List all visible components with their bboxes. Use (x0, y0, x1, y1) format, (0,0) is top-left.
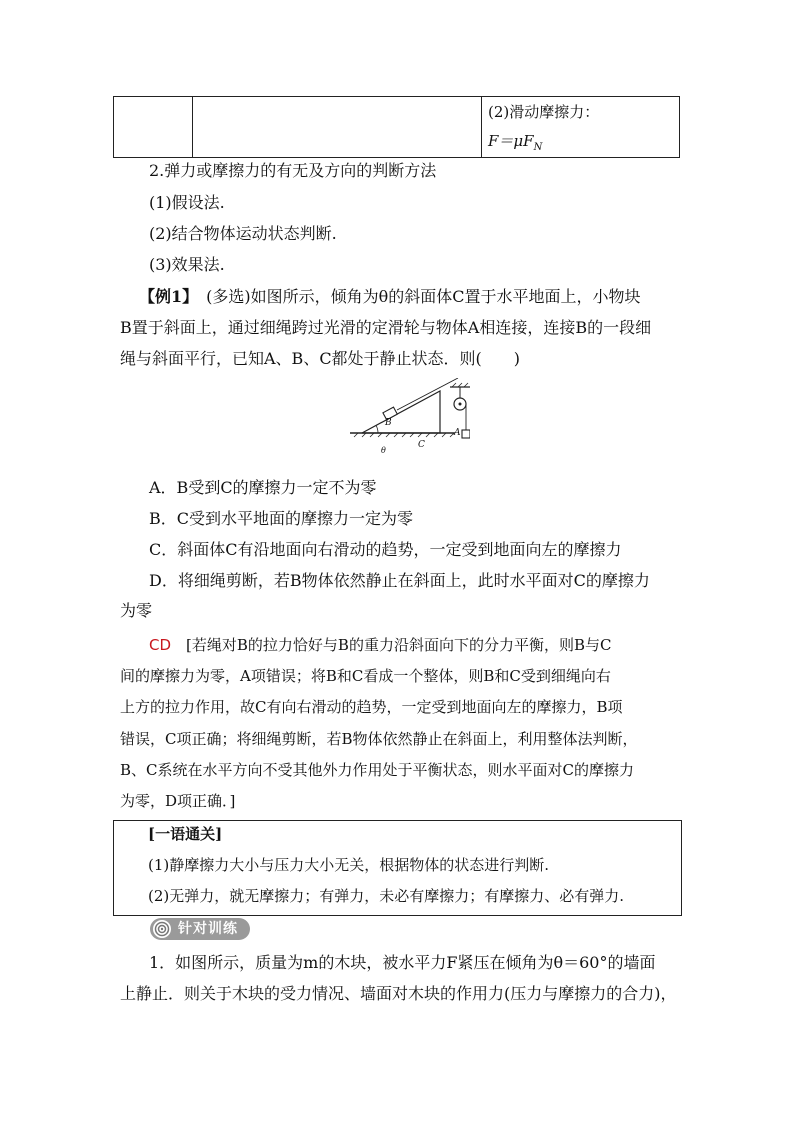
property-table (113, 96, 680, 158)
section-heading: 2.弹力或摩擦力的有无及方向的判断方法 (149, 161, 437, 180)
answer-line: 上方的拉力作用，故C有向右滑动的趋势，一定受到地面向左的摩擦力，B项 (120, 698, 623, 716)
target-icon (152, 919, 172, 939)
answer-line: 错误，C项正确；将细绳剪断，若B物体依然静止在斜面上，利用整体法判断， (120, 730, 638, 748)
answer-line: 为零，D项正确．] (120, 792, 236, 810)
option-a: A．B受到C的摩擦力一定不为零 (149, 478, 377, 497)
answer-key: CD (149, 636, 172, 654)
figure-label-theta: θ (381, 446, 386, 455)
method-item: (1)假设法. (149, 193, 225, 212)
summary-title: [一语通关] (148, 825, 223, 843)
table-cell-title: (2)滑动摩擦力： (488, 103, 600, 121)
badge-label: 针对训练 (178, 921, 238, 937)
option-c: C．斜面体C有沿地面向右滑动的趋势，一定受到地面向左的摩擦力 (149, 540, 622, 559)
summary-box (113, 820, 682, 916)
table-divider (481, 97, 482, 157)
incline-pulley-figure (340, 378, 470, 470)
option-d: D．将细绳剪断，若B物体依然静止在斜面上，此时水平面对C的摩擦力 (149, 571, 650, 590)
example-line: 【例1】 (多选)如图所示，倾角为θ的斜面体C置于水平地面上，小物块 (139, 287, 641, 306)
exercise-line: 1．如图所示，质量为m的木块，被水平力F紧压在倾角为θ＝60°的墙面 (149, 953, 656, 972)
figure-label-c: C (418, 440, 425, 450)
example-line: B置于斜面上，通过细绳跨过光滑的定滑轮与物体A相连接，连接B的一段细 (120, 318, 652, 337)
answer-line: CD [若绳对B的拉力恰好与B的重力沿斜面向下的分力平衡，则B与C (149, 636, 612, 654)
summary-line: (2)无弹力，就无摩擦力；有弹力，未必有摩擦力；有摩擦力、必有弹力. (148, 887, 625, 905)
answer-line: B、C系统在水平方向不受其他外力作用处于平衡状态，则水平面对C的摩擦力 (120, 761, 634, 779)
figure-label-a: A (454, 428, 461, 438)
method-item: (3)效果法. (149, 255, 225, 274)
practice-badge (150, 918, 250, 940)
figure-label-b: B (385, 418, 392, 428)
example-line: 绳与斜面平行，已知A、B、C都处于静止状态．则( ) (120, 349, 521, 368)
example-tag: 【例1】 (139, 287, 191, 306)
method-item: (2)结合物体运动状态判断. (149, 224, 337, 243)
option-b: B．C受到水平地面的摩擦力一定为零 (149, 509, 414, 528)
option-d-cont: 为零 (120, 601, 153, 620)
table-divider (192, 97, 193, 157)
summary-line: (1)静摩擦力大小与压力大小无关，根据物体的状态进行判断. (148, 856, 550, 874)
table-cell-formula: $F=\mu F_N$ (488, 132, 543, 153)
answer-line: 间的摩擦力为零，A项错误；将B和C看成一个整体，则B和C受到细绳向右 (120, 667, 611, 685)
exercise-line: 上静止．则关于木块的受力情况、墙面对木块的作用力(压力与摩擦力的合力)， (120, 984, 677, 1003)
